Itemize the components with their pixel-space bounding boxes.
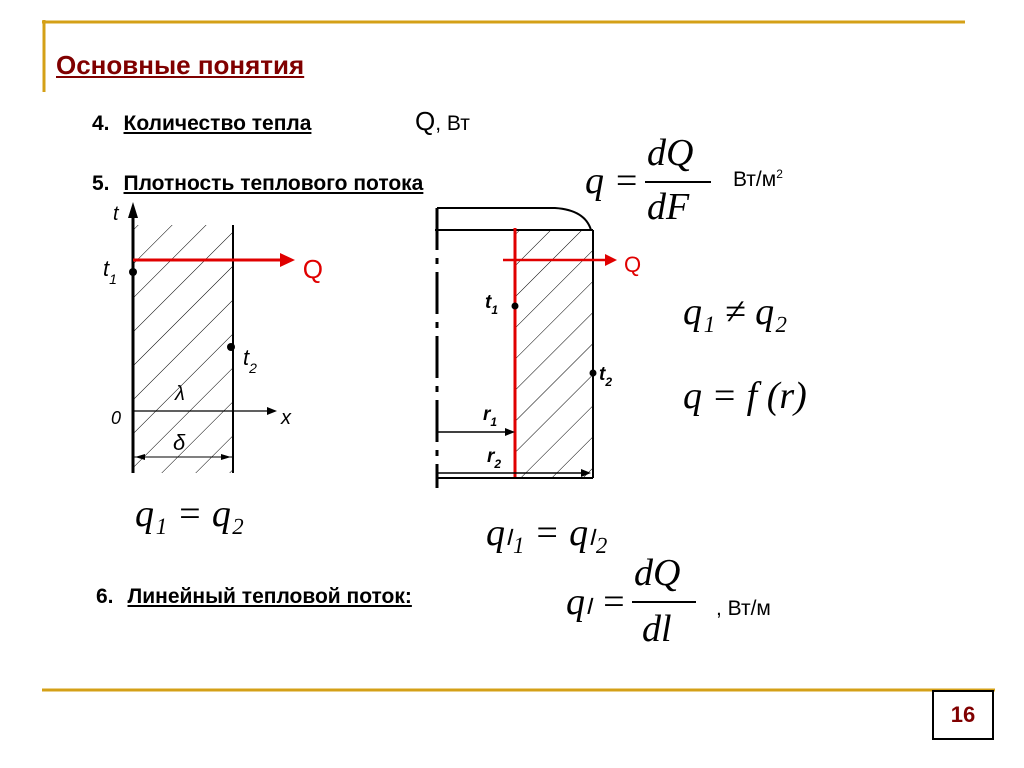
page-number: 16 — [932, 690, 994, 740]
unit-superscript: 2 — [776, 167, 783, 181]
formula-numerator: dQ — [647, 132, 694, 174]
item-label: Плотность теплового потока — [123, 172, 424, 195]
formula-cylinder-inequality: q₁ ≠ q₂ — [683, 291, 788, 333]
x-axis-arrow — [267, 407, 277, 415]
radial-heat-flow-arrowhead — [605, 254, 617, 266]
item-number: 6. — [96, 585, 114, 608]
linear-flux-unit: , Вт/м — [716, 597, 771, 620]
formula-denominator: dF — [647, 186, 690, 228]
item-heat-quantity — [92, 112, 311, 136]
t-axis-arrow — [128, 202, 138, 218]
symbol-Q: Q — [415, 106, 436, 136]
radial-heat-flow-label: Q — [624, 252, 642, 277]
item-label: Количество тепла — [123, 112, 312, 135]
heat-flow-label: Q — [302, 254, 323, 284]
point-r-t1 — [512, 303, 519, 310]
formula-cylinder-function: q = f (r) — [683, 375, 807, 417]
fraction-bar — [645, 181, 711, 183]
point-r-t2 — [590, 370, 597, 377]
cylinder-top-curve — [437, 208, 591, 230]
point-t1 — [129, 268, 137, 276]
r-t2-label: $t_2$ — [599, 364, 613, 389]
t2-label: $t_2$ — [243, 345, 257, 376]
unit-label: , Вт — [435, 112, 470, 135]
unit-label: Вт/м — [733, 168, 777, 191]
formula-lhs: q = — [585, 160, 640, 202]
page-title: Основные понятия — [56, 50, 305, 80]
formula-denominator: dl — [642, 608, 672, 650]
plane-wall-diagram — [95, 200, 325, 480]
item-linear-heat-flux — [96, 585, 412, 609]
point-t2 — [227, 343, 235, 351]
item-heat-flux — [92, 172, 423, 196]
cylinder-wall-hatching — [515, 230, 593, 478]
formula-cylinder-linear-equality: qₗ₁ = qₗ₂ — [486, 512, 608, 554]
x-axis-label: x — [281, 407, 291, 429]
formula-ql-definition — [566, 552, 706, 655]
heat-quantity-symbol — [415, 106, 470, 137]
origin-label: 0 — [111, 408, 122, 428]
heat-flux-unit — [733, 167, 783, 192]
item-label: Линейный тепловой поток: — [127, 585, 412, 608]
formula-lhs: qₗ = — [566, 581, 627, 623]
r2-label: $r_2$ — [487, 446, 502, 471]
lambda-label: λ — [175, 383, 185, 405]
t-axis-label: t — [113, 203, 119, 225]
formula-numerator: dQ — [634, 552, 681, 594]
heat-flow-arrowhead — [280, 253, 295, 267]
item-number: 5. — [92, 172, 110, 195]
r1-label: $r_1$ — [483, 404, 498, 429]
item-number: 4. — [92, 112, 110, 135]
delta-label: δ — [173, 430, 186, 455]
fraction-bar — [632, 601, 696, 603]
formula-plane-equality: q₁ = q₂ — [135, 493, 245, 535]
t1-label: $t_1$ — [103, 256, 117, 287]
cylinder-wall-diagram — [425, 200, 670, 495]
r-t1-label: $t_1$ — [485, 292, 499, 317]
